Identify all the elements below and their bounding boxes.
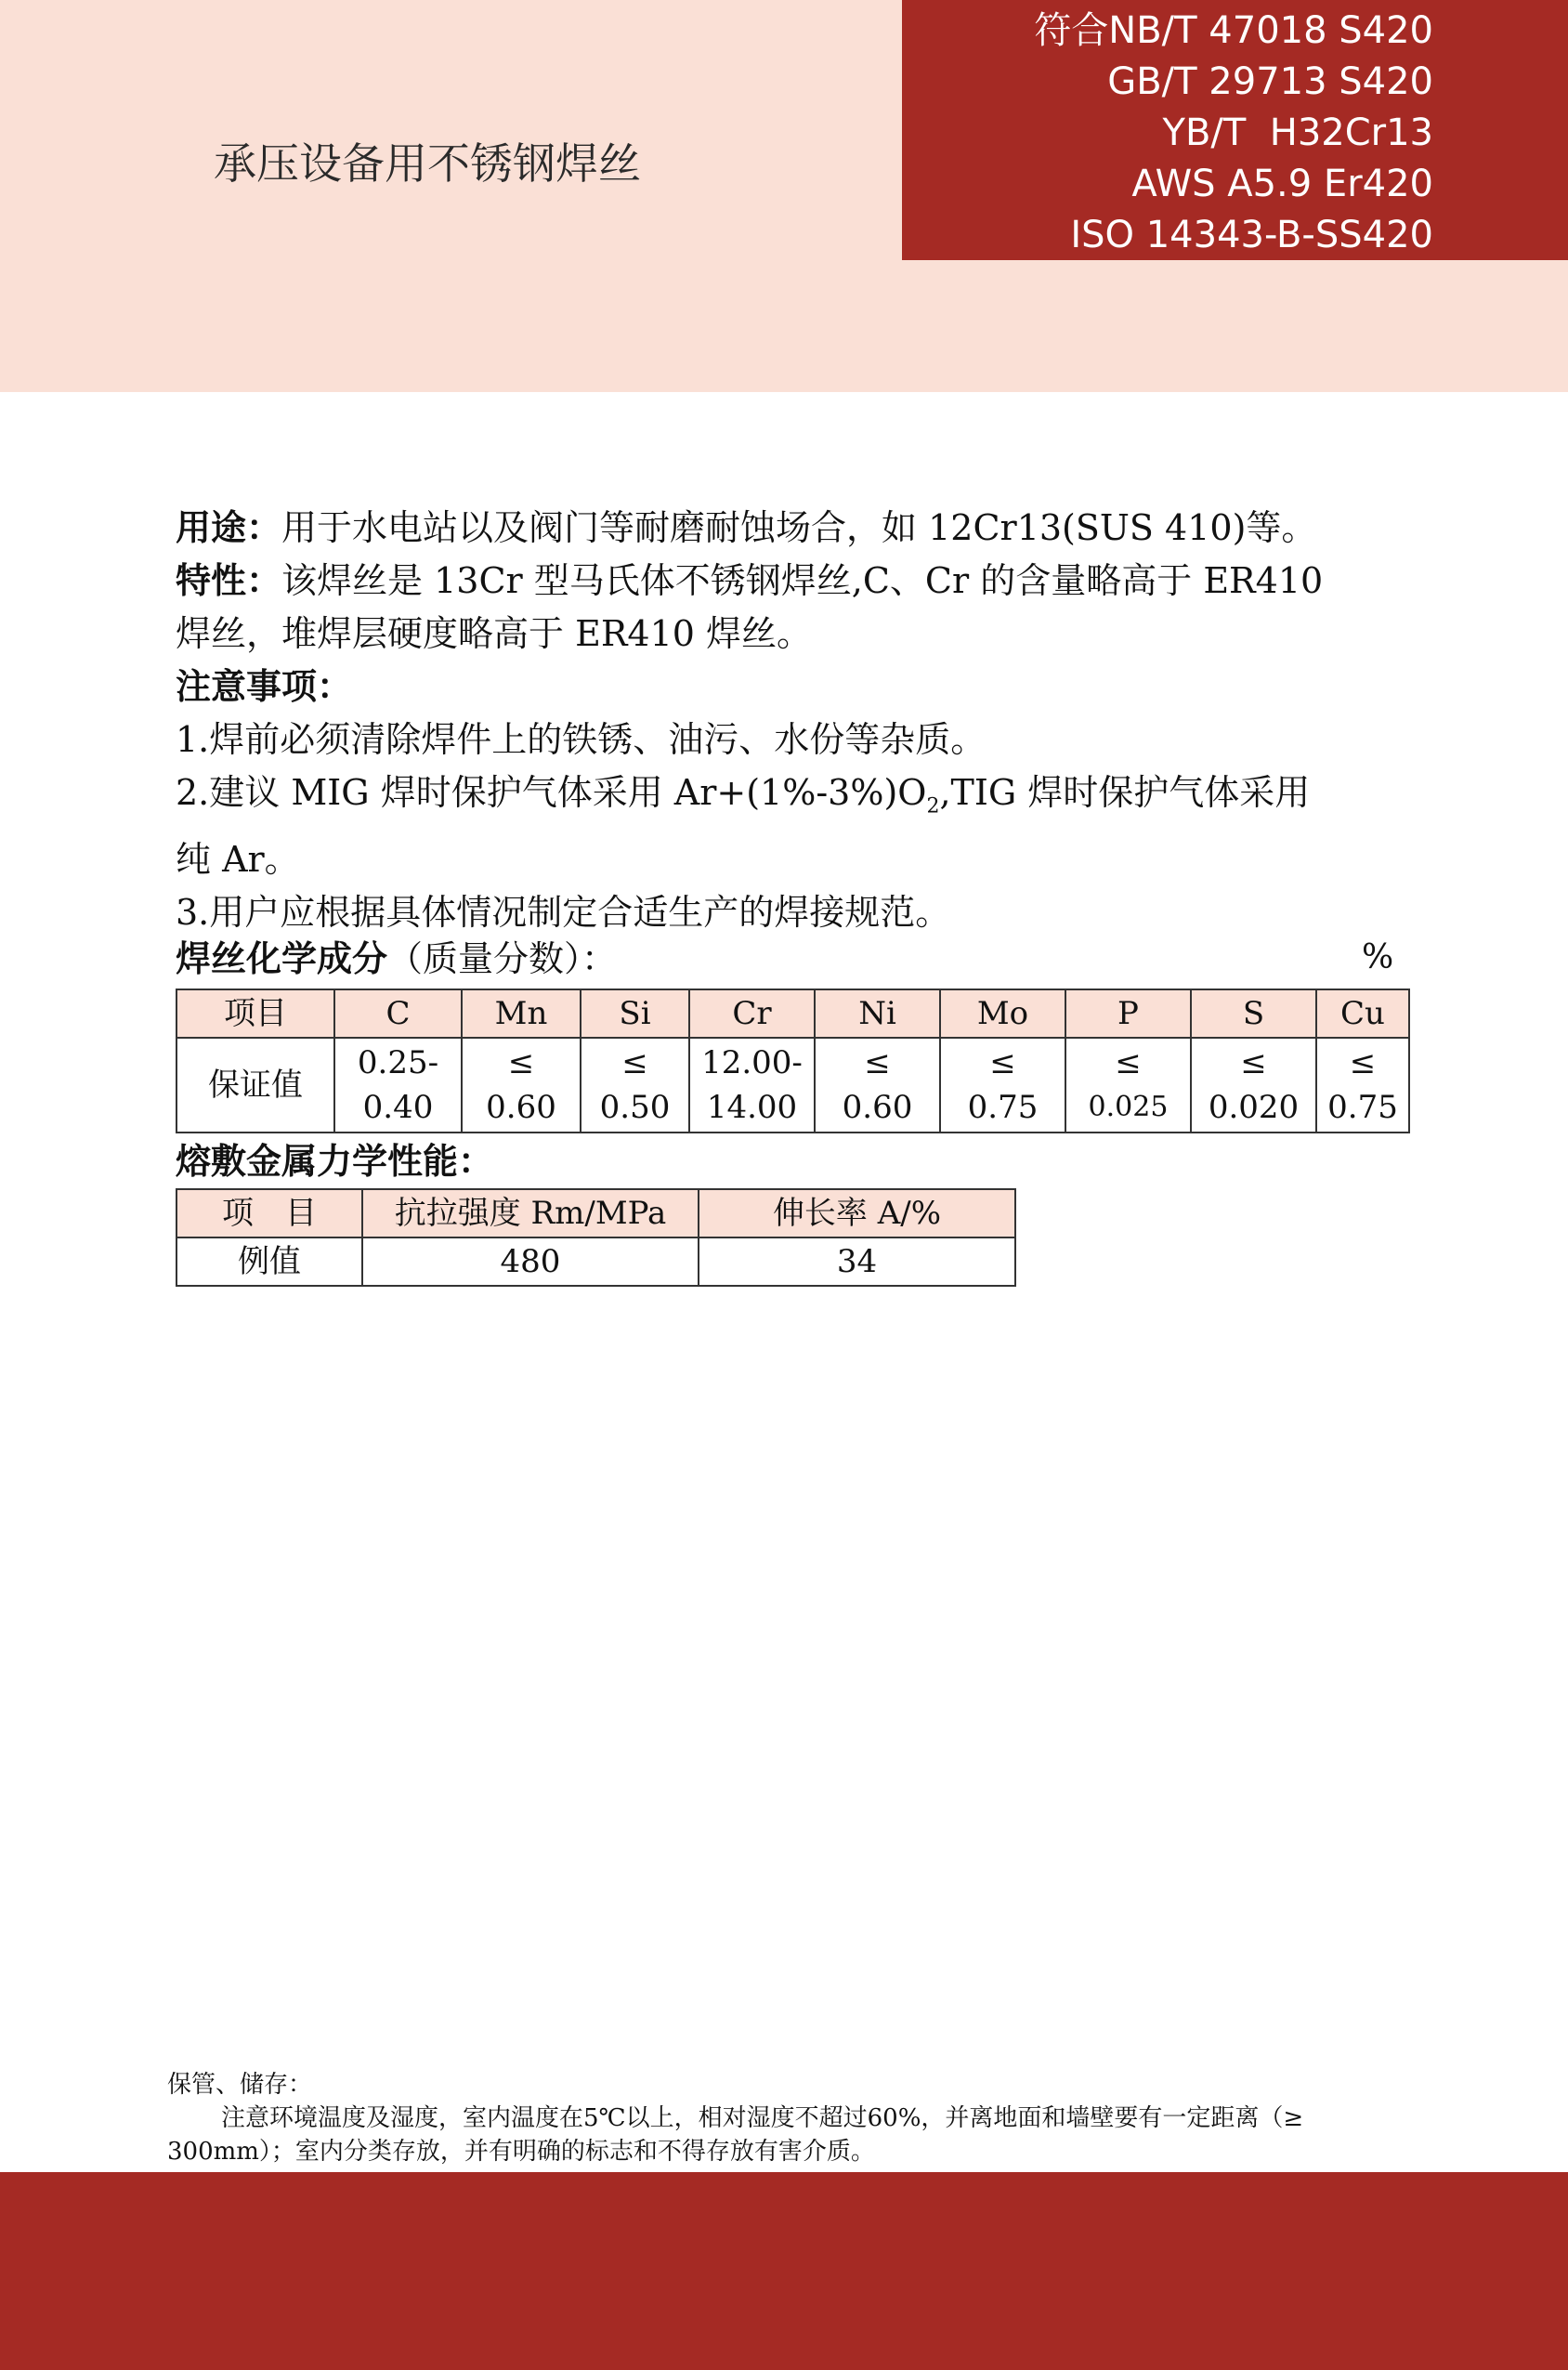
- header-cell: 伸长率 A/%: [699, 1189, 1015, 1237]
- value-line: ≤: [507, 1044, 535, 1081]
- header-cell: Ni: [815, 989, 940, 1038]
- standard-line: GB/T 29713 S420: [1107, 60, 1433, 103]
- chemistry-table: [176, 989, 1410, 1133]
- chemistry-title-normal: （质量分数）：: [387, 938, 618, 979]
- standard-line: 符合NB/T 47018 S420: [1034, 9, 1433, 52]
- document-title: 承压设备用不锈钢焊丝: [214, 138, 641, 189]
- value-line: ≤: [1115, 1044, 1142, 1081]
- footer-band: [0, 2172, 1568, 2370]
- value-line: ≤: [1240, 1044, 1267, 1081]
- property-text-line1: 该焊丝是 13Cr 型马氏体不锈钢焊丝,C、Cr 的含量略高于 ER410: [281, 560, 1324, 601]
- note-item-3: 3.用户应根据具体情况制定合适生产的焊接规范。: [176, 891, 951, 933]
- value-line: 0.025: [1088, 1091, 1169, 1123]
- value-line: 0.25-: [357, 1044, 439, 1081]
- value-line: ≤: [1349, 1044, 1377, 1081]
- value-line: 0.60: [842, 1089, 913, 1126]
- header-cell: Si: [581, 989, 689, 1038]
- table-header-row: [176, 1189, 1015, 1237]
- storage-title: 保管、储存：: [167, 2071, 313, 2099]
- value-cell: [1316, 1038, 1409, 1133]
- value-line: 0.75: [1327, 1089, 1398, 1126]
- chemistry-title: [176, 933, 617, 986]
- header-cell: 项 目: [176, 1189, 362, 1237]
- row-label: 例值: [176, 1237, 362, 1286]
- storage-line-2: 300mm）；室内分类存放，并有明确的标志和不得存放有害介质。: [167, 2138, 875, 2166]
- notes-heading: [176, 661, 1420, 714]
- header-cell: Mo: [940, 989, 1065, 1038]
- value-line: 0.40: [362, 1089, 434, 1126]
- header-cell: 抗拉强度 Rm/MPa: [362, 1189, 699, 1237]
- description-block: [176, 502, 1420, 939]
- value-cell: [689, 1038, 815, 1133]
- value-line: ≤: [989, 1044, 1016, 1081]
- property-label: 特性：: [176, 560, 282, 601]
- chemistry-title-bold: 焊丝化学成分: [176, 938, 388, 979]
- row-label: 保证值: [176, 1038, 334, 1133]
- value-cell: 480: [362, 1237, 699, 1286]
- header-cell: S: [1191, 989, 1316, 1038]
- value-cell: [815, 1038, 940, 1133]
- value-cell: [1191, 1038, 1316, 1133]
- value-line: 12.00-: [701, 1044, 803, 1081]
- value-cell: [581, 1038, 689, 1133]
- note-item-1: 1.焊前必须清除焊件上的铁锈、油污、水份等杂质。: [176, 719, 987, 760]
- note-item-2-line2: 纯 Ar。: [176, 838, 300, 880]
- percent-unit: %: [1362, 938, 1394, 976]
- note-item-2: [176, 766, 1420, 833]
- value-cell: [334, 1038, 462, 1133]
- usage-text: 用于水电站以及阀门等耐磨耐蚀场合，如 12Cr13(SUS 410)等。: [281, 507, 1317, 548]
- subscript: 2: [926, 794, 940, 818]
- value-line: 0.75: [967, 1089, 1039, 1126]
- value-line: 14.00: [706, 1089, 798, 1126]
- usage-label: 用途：: [176, 507, 282, 548]
- header-cell: P: [1065, 989, 1191, 1038]
- value-cell: 34: [699, 1237, 1015, 1286]
- value-line: 0.020: [1208, 1089, 1300, 1126]
- value-line: 0.50: [599, 1089, 671, 1126]
- header-cell: Cr: [689, 989, 815, 1038]
- table-row: [176, 1237, 1015, 1286]
- standard-line: YB/T H32Cr13: [1162, 111, 1433, 154]
- mechanical-title: 熔敷金属力学性能：: [176, 1141, 494, 1182]
- note-item-2-text-post: ,TIG 焊时保护气体采用: [939, 772, 1311, 813]
- mechanical-table: [176, 1188, 1016, 1287]
- value-cell: [1065, 1038, 1191, 1133]
- value-line: ≤: [621, 1044, 648, 1081]
- table-header-row: [176, 989, 1409, 1038]
- property-paragraph: [176, 555, 1420, 608]
- value-line: 0.60: [486, 1089, 556, 1126]
- notes-title: 注意事项：: [176, 666, 353, 707]
- usage-paragraph: [176, 502, 1420, 555]
- storage-line-1: 注意环境温度及湿度，室内温度在5℃以上，相对湿度不超过60%，并离地面和墙壁要有一定距离（≥: [221, 2104, 1304, 2132]
- standard-line: ISO 14343-B-SS420: [1070, 214, 1433, 256]
- value-line: ≤: [864, 1044, 891, 1081]
- header-cell: Mn: [462, 989, 581, 1038]
- value-cell: [940, 1038, 1065, 1133]
- standard-line: AWS A5.9 Er420: [1131, 163, 1433, 205]
- header-cell: C: [334, 989, 462, 1038]
- header-cell: Cu: [1316, 989, 1409, 1038]
- standards-list: [1034, 6, 1433, 261]
- table-row: [176, 1038, 1409, 1133]
- value-cell: [462, 1038, 581, 1133]
- storage-note: [167, 2068, 1440, 2168]
- note-item-2-text: 2.建议 MIG 焊时保护气体采用 Ar+(1%-3%)O: [176, 772, 927, 813]
- property-text-line2: 焊丝，堆焊层硬度略高于 ER410 焊丝。: [176, 613, 813, 654]
- header-cell: 项目: [176, 989, 334, 1038]
- standards-box: [902, 0, 1568, 260]
